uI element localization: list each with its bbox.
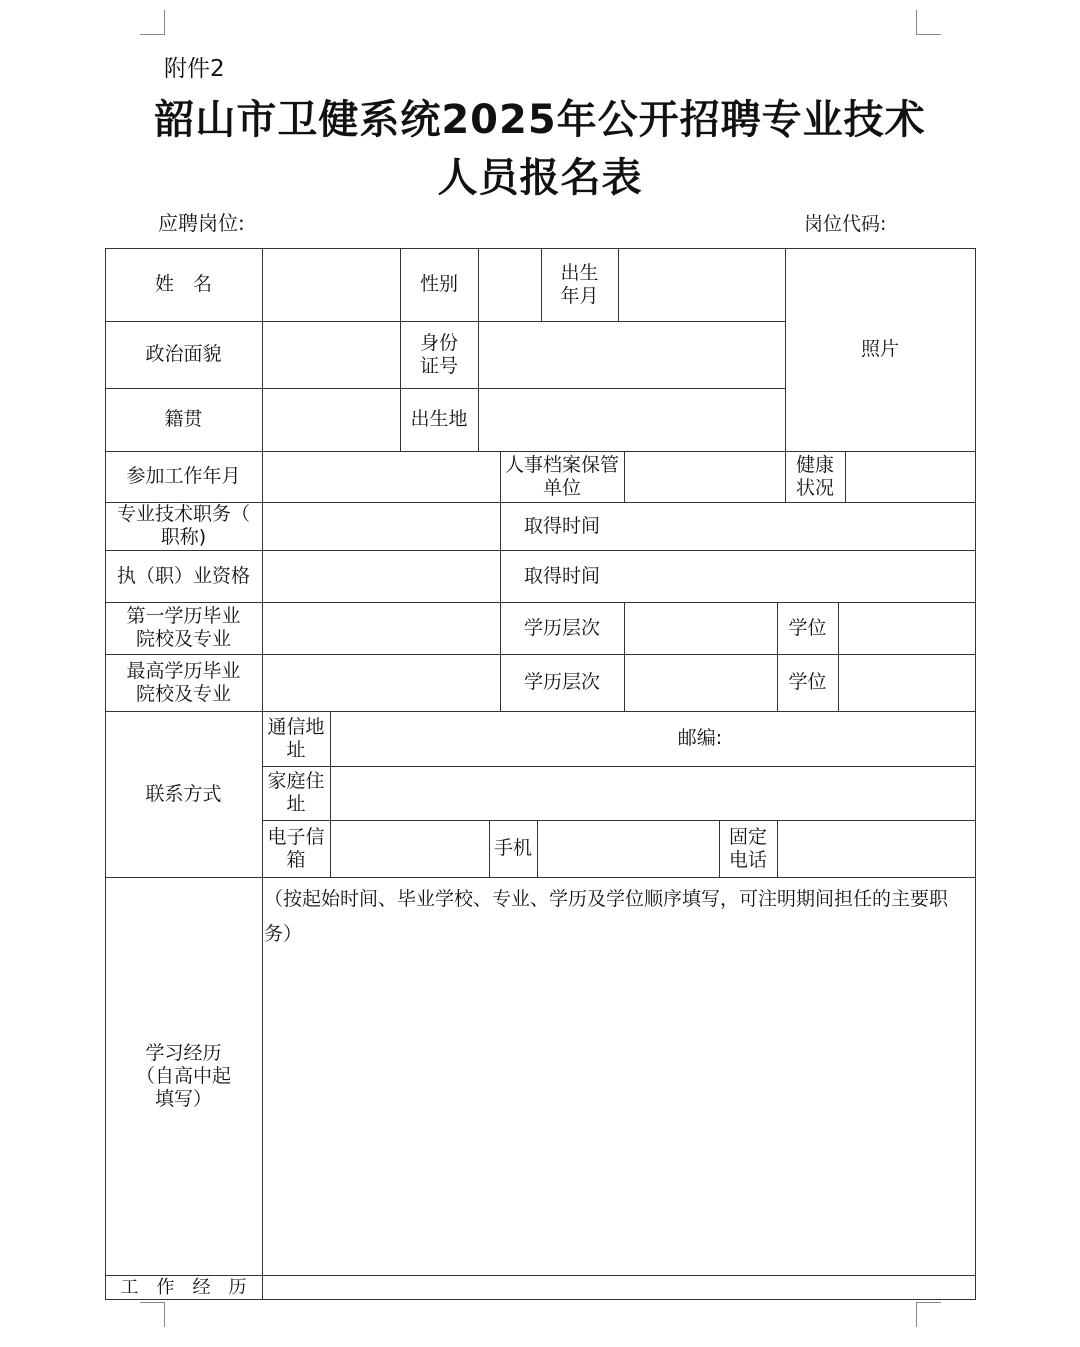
table-rule-vertical (845, 451, 846, 503)
label-birth-date: 出生 年月 (560, 261, 599, 307)
table-rule-vertical (975, 248, 976, 1300)
label-birthplace: 出生地 (410, 408, 468, 430)
label-landline: 固定 电话 (728, 825, 767, 871)
table-rule-vertical (537, 820, 538, 878)
table-rule-vertical (838, 602, 839, 712)
label-email: 电子信 箱 (267, 825, 325, 871)
label-id-number: 身份 证号 (419, 331, 458, 377)
label-qualification: 执（职）业资格 (116, 564, 250, 587)
table-rule-vertical (478, 248, 479, 452)
label-gender: 性别 (419, 273, 458, 295)
crop-mark-bottom-left (140, 1302, 165, 1327)
label-file-unit: 人事档案保管 单位 (504, 453, 619, 499)
form-title-line2: 人员报名表 (437, 155, 643, 201)
table-rule-horizontal (105, 1299, 976, 1300)
label-mail-address: 通信地 址 (267, 715, 325, 761)
label-home-address: 家庭住 址 (267, 770, 325, 815)
crop-mark-top-right (916, 10, 941, 35)
label-degree-2: 学位 (788, 671, 827, 693)
label-obtain-time-1: 取得时间 (523, 514, 600, 537)
table-rule-vertical (330, 711, 331, 878)
label-health: 健康 状况 (795, 453, 834, 499)
label-degree-1: 学位 (788, 616, 827, 639)
table-rule-vertical (624, 602, 625, 712)
label-edu-level-1: 学历层次 (523, 616, 600, 639)
label-edu-level-2: 学历层次 (523, 671, 600, 693)
label-work-start: 参加工作年月 (126, 465, 241, 487)
label-mobile: 手机 (493, 837, 532, 859)
crop-mark-bottom-right (916, 1302, 941, 1327)
label-obtain-time-2: 取得时间 (523, 564, 600, 587)
label-postcode: 邮编: (677, 727, 723, 749)
table-rule-horizontal (262, 820, 976, 821)
label-contact: 联系方式 (145, 782, 222, 805)
table-rule-vertical (777, 820, 778, 878)
study-history-note: （按起始时间、毕业学校、专业、学历及学位顺序填写，可注明期间担任的主要职务） (264, 888, 949, 945)
post-code-label: 岗位代码: (804, 213, 887, 235)
label-political-status: 政治面貌 (145, 343, 222, 365)
table-rule-vertical (624, 451, 625, 503)
label-photo: 照片 (860, 338, 899, 360)
label-highest-edu: 最高学历毕业 院校及专业 (126, 659, 241, 705)
label-native-place: 籍贯 (164, 408, 203, 430)
crop-mark-top-left (140, 10, 165, 35)
form-title-line1: 韶山市卫健系统2025年公开招聘专业技术 (154, 97, 926, 143)
label-title-position: 专业技术职务（ 职称) (116, 503, 250, 548)
attachment-label: 附件2 (164, 56, 225, 82)
apply-post-label: 应聘岗位: (158, 211, 245, 235)
label-work-history: 工 作 经 历 (120, 1276, 247, 1298)
label-study-history: 学习经历 （自高中起 填写） (135, 1041, 231, 1110)
table-rule-vertical (262, 248, 263, 712)
table-rule-horizontal (262, 766, 976, 767)
table-rule-vertical (618, 248, 619, 322)
label-name: 姓 名 (154, 273, 212, 295)
label-first-edu: 第一学历毕业 院校及专业 (126, 605, 241, 650)
